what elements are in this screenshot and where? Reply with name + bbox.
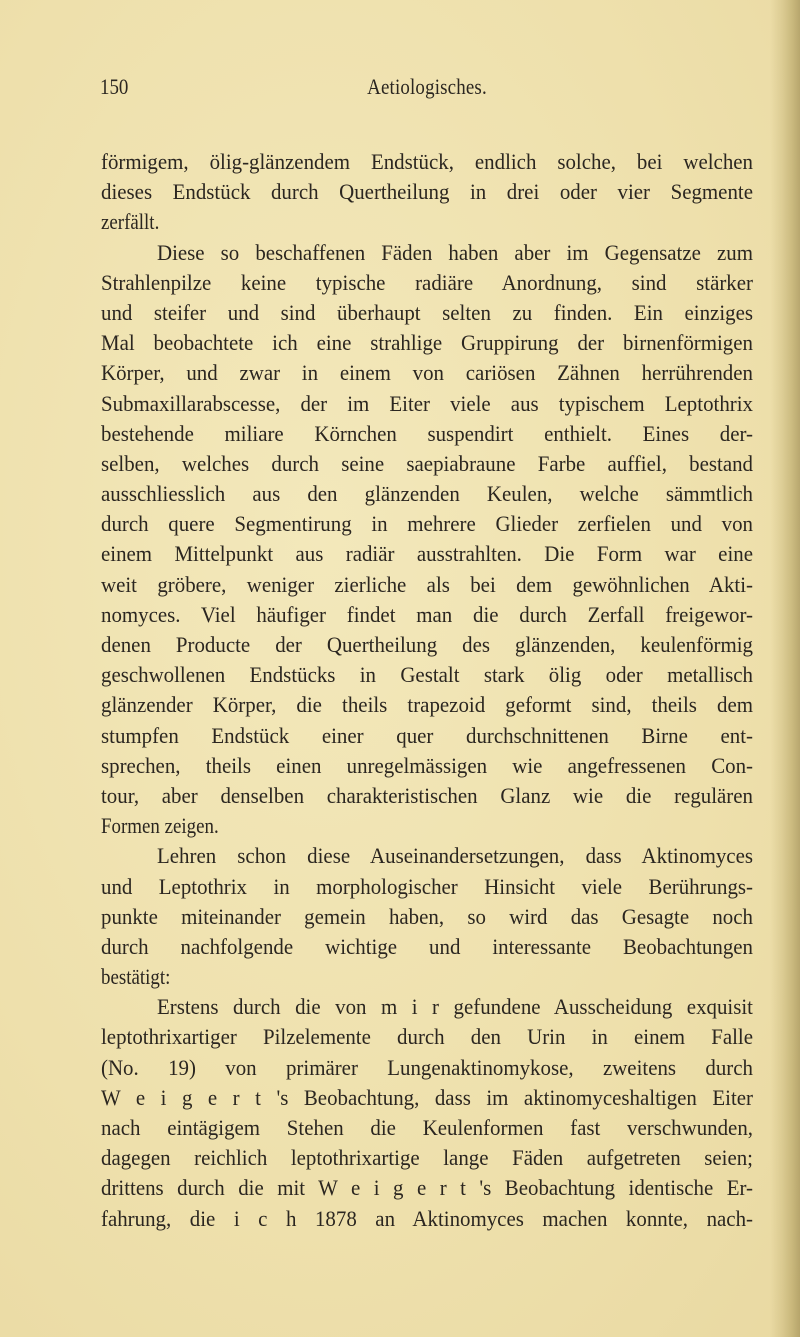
paragraph-first-line: Diese so beschaffenen Fäden haben aber im Gegensatze zum [156, 239, 753, 265]
text-line: W e i g e r t 's Beobachtung, dass im aktinomyceshaltigen Eiter [101, 1084, 753, 1110]
text-line: bestätigt: [101, 964, 171, 990]
text-line: fahrung, die i c h 1878 an Aktinomyces machen konnte, nach- [101, 1205, 753, 1231]
text-line: zerfällt. [101, 209, 160, 235]
text-line: Strahlenpilze keine typische radiäre Anordnung, sind stärker [101, 269, 753, 295]
text-line: einem Mittelpunkt aus radiär ausstrahlten. Die Form war eine [101, 541, 753, 567]
text-line: durch nachfolgende wichtige und interessante Beobachtungen [101, 933, 753, 959]
paragraph-first-line: Erstens durch die von m i r gefundene Ausscheidung exquisit [156, 994, 753, 1020]
text-line: förmigem, ölig-glänzendem Endstück, endlich solche, bei welchen [101, 149, 753, 174]
text-line: und steifer und sind überhaupt selten zu finden. Ein einziges [101, 299, 753, 325]
text-line: Submaxillarabscesse, der im Eiter viele aus typischem Leptothrix [101, 390, 753, 416]
text-line: glänzender Körper, die theils trapezoid geformt sind, theils dem [101, 692, 753, 718]
text-line: drittens durch die mit W e i g e r t 's Beobachtung identische Er- [101, 1175, 753, 1201]
page-number: 150 [100, 74, 129, 99]
text-line: stumpfen Endstück einer quer durchschnittenen Birne ent- [101, 722, 753, 748]
text-line: und Leptothrix in morphologischer Hinsicht viele Berührungs- [101, 873, 753, 899]
text-line: leptothrixartiger Pilzelemente durch den Urin in einem Falle [101, 1024, 753, 1050]
paragraph-first-line: Lehren schon diese Auseinandersetzungen, dass Aktinomyces [156, 843, 753, 869]
text-line: punkte miteinander gemein haben, so wird das Gesagte noch [101, 903, 753, 929]
text-line: weit gröbere, weniger zierliche als bei dem gewöhnlichen Akti- [101, 571, 753, 597]
text-line: nach eintägigem Stehen die Keulenformen fast verschwunden, [101, 1115, 753, 1140]
text-line: ausschliesslich aus den glänzenden Keulen, welche sämmtlich [101, 481, 753, 507]
text-line: bestehende miliare Körnchen suspendirt enthielt. Eines der- [101, 420, 753, 446]
text-line: denen Producte der Quertheilung des glänzenden, keulenförmig [101, 632, 753, 657]
text-line: (No. 19) von primärer Lungenaktinomykose, zweitens durch [101, 1054, 753, 1080]
text-line: selben, welches durch seine saepiabraune Farbe auffiel, bestand [101, 450, 753, 476]
text-line: durch quere Segmentirung in mehrere Glieder zerfielen und von [101, 511, 753, 537]
text-line: geschwollenen Endstücks in Gestalt stark ölig oder metallisch [101, 662, 753, 688]
body-text [101, 147, 753, 1234]
text-line: dieses Endstück durch Quertheilung in drei oder vier Segmente [101, 179, 753, 205]
text-line: sprechen, theils einen unregelmässigen wie angefressenen Con- [101, 752, 753, 778]
running-head [100, 72, 754, 102]
text-line: tour, aber denselben charakteristischen Glanz wie die regulären [101, 782, 753, 808]
text-line: Mal beobachtete ich eine strahlige Gruppirung der birnenförmigen [101, 330, 753, 356]
text-line: Formen zeigen. [101, 813, 219, 839]
text-line: nomyces. Viel häufiger findet man die durch Zerfall freigewor- [101, 601, 753, 627]
text-line: Körper, und zwar in einem von cariösen Zähnen herrührenden [101, 360, 753, 386]
text-line: dagegen reichlich leptothrixartige lange Fäden aufgetreten seien; [101, 1145, 753, 1171]
running-head-title: Aetiologisches. [367, 74, 487, 99]
